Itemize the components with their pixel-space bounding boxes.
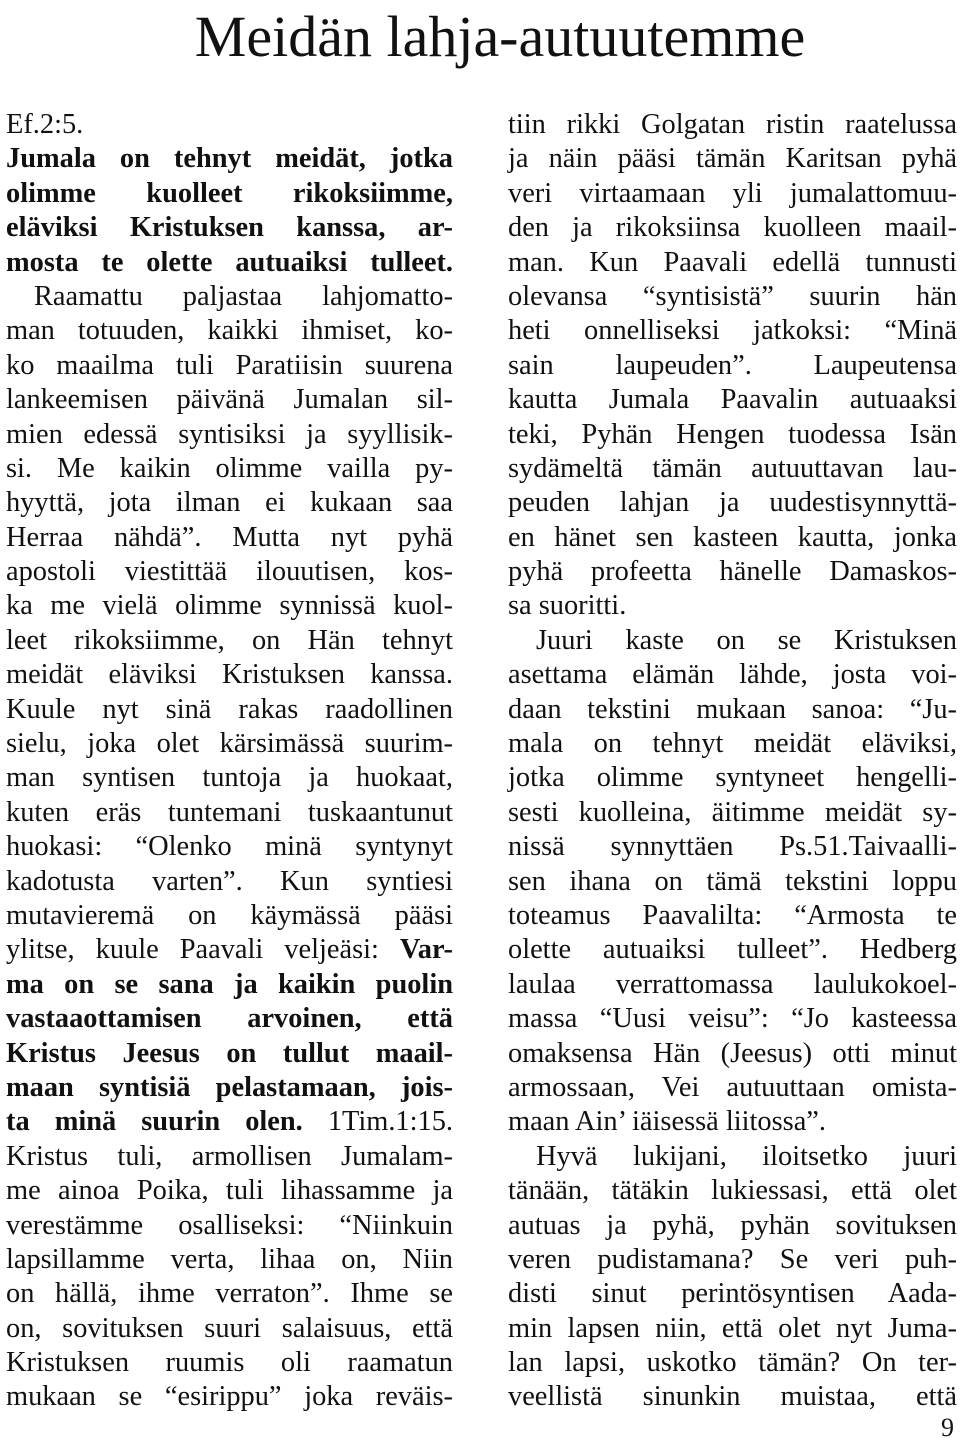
text-line: autuas ja pyhä, pyhän sovituksen xyxy=(508,1209,957,1241)
text-line: veren pudistamana? Se veri puh- xyxy=(508,1243,957,1275)
text-line: olimme kuolleet rikoksiimme, xyxy=(6,177,453,209)
text-line: Kristus Jeesus on tullut maail- xyxy=(6,1037,453,1069)
text-line: Ef.2:5. xyxy=(6,109,84,140)
text-line: man totuuden, kaikki ihmiset, ko- xyxy=(6,315,453,347)
text-line: lankeemisen päivänä Jumalan sil- xyxy=(6,384,453,416)
text-line: maan Ain’ iäisessä liitossa”. xyxy=(508,1106,827,1138)
text-line: eläviksi Kristuksen kanssa, ar- xyxy=(6,212,453,244)
text-line: sydämeltä tämän autuuttavan lau- xyxy=(508,452,957,484)
text-line: huokasi: “Olenko minä syntynyt xyxy=(6,831,453,863)
text-line: teki, Pyhän Hengen tuodessa Isän xyxy=(508,418,957,450)
text-segment: Var- xyxy=(399,934,453,966)
text-line: kadotusta varten”. Kun syntiesi xyxy=(6,865,453,897)
text-line: peuden lahjan ja uudestisynnyttä- xyxy=(508,487,957,519)
text-line: disti sinut perintösyntisen Aada- xyxy=(508,1278,957,1310)
text-line: Kristuksen ruumis oli raamatun xyxy=(6,1347,453,1379)
text-line: olevansa “syntisistä” suurin hän xyxy=(508,280,957,312)
page-number: 9 xyxy=(941,1413,954,1442)
text-line xyxy=(6,933,453,967)
text-line: toteamus Paavalilta: “Armosta te xyxy=(508,899,957,931)
text-line: tiin rikki Golgatan ristin raatelussa xyxy=(508,109,957,140)
text-line: mala on tehnyt meidät eläviksi, xyxy=(508,728,957,760)
text-line: nissä synnyttäen Ps.51.Taivaalli- xyxy=(508,831,957,863)
text-line: daan tekstini mukaan sanoa: “Ju- xyxy=(508,693,957,725)
text-line: tänään, tätäkin lukiessasi, että olet xyxy=(508,1175,957,1207)
text-line: sain laupeuden”. Laupeutensa xyxy=(508,349,957,381)
text-line: kautta Jumala Paavalin autuaaksi xyxy=(508,384,957,416)
text-line: sen ihana on tämä tekstini loppu xyxy=(508,865,957,897)
text-line: on, sovituksen suuri salaisuus, että xyxy=(6,1312,453,1344)
text-line: meidät eläviksi Kristuksen kanssa. xyxy=(6,659,453,691)
text-line: on hällä, ihme verraton”. Ihme se xyxy=(6,1278,453,1310)
text-line: pyhä profeetta hänelle Damaskos- xyxy=(508,556,957,588)
text-segment: ylitse, kuule Paavali veljeäsi: xyxy=(6,934,400,966)
text-line: ma on se sana ja kaikin puolin xyxy=(6,968,453,1000)
text-line: min lapsen niin, että olet nyt Juma- xyxy=(508,1312,957,1344)
text-line: apostoli viestittää ilouutisen, kos- xyxy=(6,556,453,588)
text-line: si. Me kaikin olimme vailla py- xyxy=(6,452,453,484)
page-title: Meidän lahja-autuutemme xyxy=(194,4,806,69)
text-line: den ja rikoksiinsa kuolleen maail- xyxy=(508,212,957,244)
text-line: asettama elämän lähde, josta voi- xyxy=(508,659,957,691)
text-line: lapsillamme verta, lihaa on, Niin xyxy=(6,1243,453,1275)
text-line: ko maailma tuli Paratiisin suurena xyxy=(6,349,453,381)
text-line: Kristus tuli, armollisen Jumalam- xyxy=(6,1140,453,1172)
text-line: veri virtaamaan yli jumalattomuu- xyxy=(508,177,957,209)
text-line: vastaaottamisen arvoinen, että xyxy=(6,1003,453,1035)
text-line: mien edessä syntisiksi ja syyllisik- xyxy=(6,418,453,450)
text-line: leet rikoksiimme, on Hän tehnyt xyxy=(6,624,453,656)
text-line: jotka olimme syntyneet hengelli- xyxy=(508,762,957,794)
text-line: lan lapsi, uskotko tämän? On ter- xyxy=(508,1347,957,1379)
text-line: veellistä sinunkin muistaa, että xyxy=(508,1381,957,1413)
text-line: sa suoritti. xyxy=(508,590,627,622)
text-line: armossaan, Vei autuuttaan omista- xyxy=(508,1071,957,1103)
text-line: hyyttä, jota ilman ei kukaan saa xyxy=(6,487,453,519)
text-line: sielu, joka olet kärsimässä suurim- xyxy=(6,728,453,760)
text-line: Herraa nähdä”. Mutta nyt pyhä xyxy=(6,521,453,553)
text-line: massa “Uusi veisu”: “Jo kasteessa xyxy=(508,1003,957,1035)
text-line: ja näin pääsi tämän Karitsan pyhä xyxy=(508,143,957,175)
text-line: laulaa verrattomassa laulukokoel- xyxy=(508,968,957,1000)
text-line: ka me vielä olimme synnissä kuol- xyxy=(6,590,453,622)
text-line: me ainoa Poika, tuli lihassamme ja xyxy=(6,1175,453,1207)
text-line: omaksensa Hän (Jeesus) otti minut xyxy=(508,1037,957,1069)
text-line: olette autuaiksi tulleet”. Hedberg xyxy=(508,934,957,966)
text-line: mukaan se “esirippu” joka reväis- xyxy=(6,1381,453,1413)
text-line: mosta te olette autuaiksi tulleet. xyxy=(6,246,453,278)
text-line: man. Kun Paavali edellä tunnusti xyxy=(508,246,957,278)
text-line: Raamattu paljastaa lahjomatto- xyxy=(34,280,453,312)
text-line: Kuule nyt sinä rakas raadollinen xyxy=(6,693,453,725)
text-line: maan syntisiä pelastamaan, jois- xyxy=(6,1071,453,1103)
text-line: mutavieremä on käymässä pääsi xyxy=(6,899,453,931)
text-line: Jumala on tehnyt meidät, jotka xyxy=(6,143,453,175)
text-line: en hänet sen kasteen kautta, jonka xyxy=(508,521,957,553)
text-segment: ta minä suurin olen. xyxy=(6,1106,303,1138)
text-line xyxy=(6,1105,453,1139)
text-line: heti onnelliseksi jatkoksi: “Minä xyxy=(508,315,957,347)
text-line: Hyvä lukijani, iloitsetko juuri xyxy=(536,1140,957,1172)
text-line: kuten eräs tuntemani tuskaantunut xyxy=(6,796,453,828)
text-segment: 1Tim.1:15. xyxy=(302,1106,453,1138)
text-line: sesti kuolleina, äitimme meidät sy- xyxy=(508,796,957,828)
right-column xyxy=(508,108,957,1415)
text-line: Juuri kaste on se Kristuksen xyxy=(536,624,957,656)
text-line: verestämme osalliseksi: “Niinkuin xyxy=(6,1209,453,1241)
text-line: man syntisen tuntoja ja huokaat, xyxy=(6,762,453,794)
left-column xyxy=(6,108,453,1415)
